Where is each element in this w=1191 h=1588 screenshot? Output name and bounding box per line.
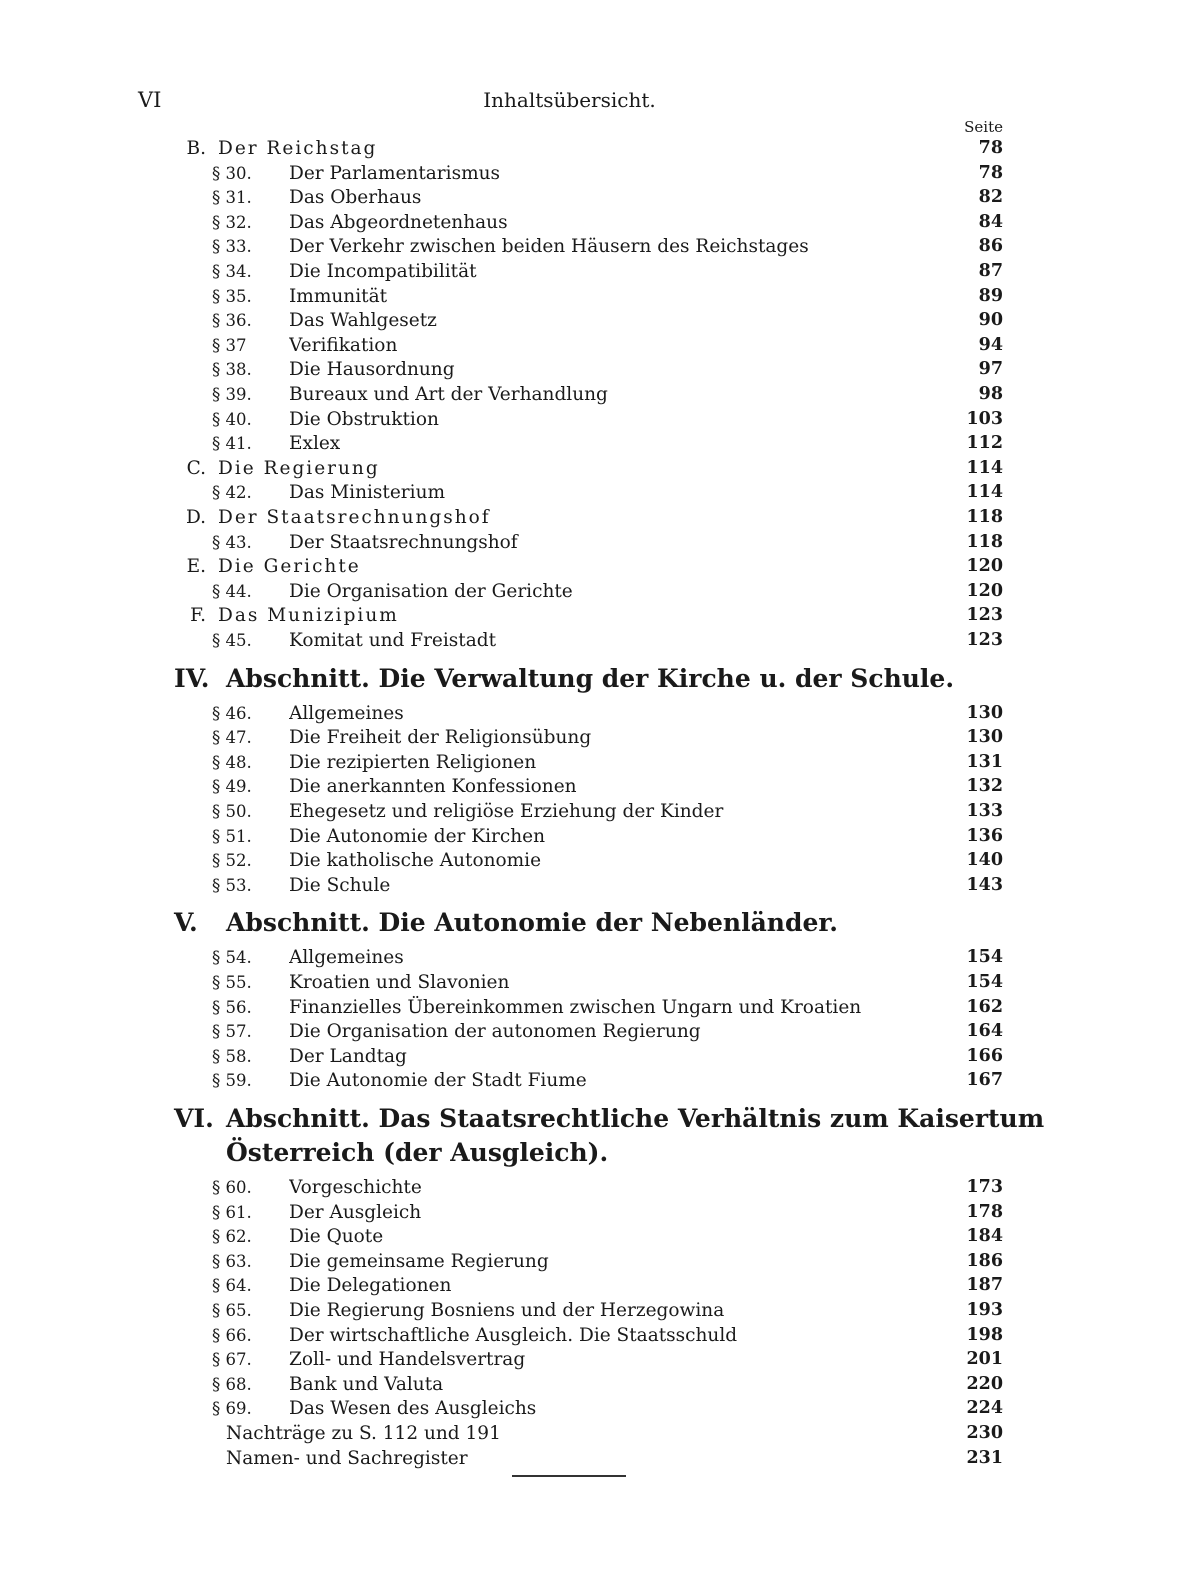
entry-page: 173 <box>966 1177 1003 1197</box>
entry-number: § 32. <box>212 212 252 232</box>
entry-title-text: Ehegesetz und religiöse Erziehung der Kinder <box>289 801 729 822</box>
entry-title <box>218 603 948 628</box>
toc-subsection-row <box>0 603 1191 628</box>
entry-title-text: Bureaux und Art der Verhandlung <box>289 384 614 405</box>
entry-title <box>218 456 948 481</box>
entry-page: 114 <box>966 482 1003 503</box>
entry-title <box>218 505 948 530</box>
entry-page: 164 <box>966 1021 1003 1042</box>
entry-page: 187 <box>966 1275 1003 1296</box>
toc-row <box>0 1347 1191 1372</box>
entry-page: 97 <box>978 359 1003 380</box>
entry-number: § 57. <box>212 1022 252 1042</box>
entry-title-text: Exlex <box>289 433 346 454</box>
entry-page: 201 <box>966 1349 1003 1370</box>
entry-number: § 54. <box>212 948 252 968</box>
entry-number: § 41. <box>212 434 252 454</box>
toc-row <box>0 1273 1191 1298</box>
entry-title <box>289 407 948 432</box>
toc-subsection-row <box>0 136 1191 161</box>
section-title: Abschnitt. Die Verwaltung der Kirche u. der Schule. <box>226 663 955 693</box>
entry-number: § 36. <box>212 311 252 331</box>
entry-title-text: Der Staatsrechnungshof <box>289 532 524 553</box>
entry-title-text: Der wirtschaftliche Ausgleich. Die Staatsschuld <box>289 1325 743 1346</box>
section-heading <box>174 663 954 695</box>
entry-title <box>289 161 948 186</box>
entry-page: 231 <box>966 1447 1003 1468</box>
toc-row <box>0 701 1191 726</box>
entry-title <box>289 628 948 653</box>
entry-page: 184 <box>966 1226 1003 1247</box>
closing-rule <box>512 1475 626 1477</box>
toc-subsection-row <box>0 554 1191 579</box>
entry-title <box>289 308 948 333</box>
entry-number: § 49. <box>212 777 252 797</box>
entry-number: § 45. <box>212 631 252 650</box>
entry-title-text: Das Oberhaus <box>289 187 427 208</box>
toc-row <box>0 530 1191 555</box>
entry-page: 162 <box>966 996 1003 1017</box>
entry-page: 224 <box>966 1398 1003 1419</box>
entry-title-text: Vorgeschichte <box>289 1177 428 1198</box>
entry-title <box>289 995 948 1020</box>
entry-title-text: Die Obstruktion <box>289 409 445 430</box>
entry-title <box>289 945 948 970</box>
entry-title <box>289 530 948 555</box>
entry-number: § 39. <box>212 385 252 404</box>
entry-title <box>289 1019 948 1044</box>
toc-row <box>0 995 1191 1020</box>
entry-title-text: Die Organisation der Gerichte <box>289 581 579 602</box>
entry-number: § 38. <box>212 360 252 380</box>
entry-title-text: Das Ministerium <box>289 482 451 503</box>
toc-row <box>0 234 1191 259</box>
entry-title-text: Immunität <box>289 286 393 307</box>
entry-page: 89 <box>978 285 1003 306</box>
entry-title-text: Die Organisation der autonomen Regierung <box>289 1021 707 1042</box>
section-heading <box>174 907 838 939</box>
entry-number: C. <box>186 457 206 479</box>
entry-number: § 69. <box>212 1399 252 1419</box>
entry-page: 167 <box>966 1070 1003 1091</box>
toc-row <box>0 873 1191 898</box>
entry-title-text: Die Autonomie der Kirchen <box>289 826 551 847</box>
toc-row <box>0 970 1191 995</box>
entry-number: § 35. <box>212 286 252 306</box>
entry-title-text: Der Ausgleich <box>289 1202 427 1223</box>
entry-title <box>289 1323 948 1348</box>
entry-number: § 55. <box>212 973 252 992</box>
entry-number: § 37 <box>212 335 247 355</box>
toc-row <box>0 1446 1191 1471</box>
toc-row <box>0 1200 1191 1225</box>
toc-row <box>0 628 1191 653</box>
entry-number: § 64. <box>212 1276 252 1296</box>
entry-page: 82 <box>978 187 1003 208</box>
entry-title-text: Komitat und Freistadt <box>289 630 502 651</box>
entry-number: § 63. <box>212 1251 252 1271</box>
entry-page: 90 <box>978 310 1003 331</box>
toc-row <box>0 579 1191 604</box>
entry-number: § 34. <box>212 262 252 281</box>
toc-row <box>0 1044 1191 1069</box>
entry-page: 154 <box>966 972 1003 992</box>
entry-page: 87 <box>978 261 1003 281</box>
toc-row <box>0 284 1191 309</box>
entry-title <box>226 1421 948 1446</box>
entry-title <box>289 1224 948 1249</box>
toc-row <box>0 480 1191 505</box>
toc-row <box>0 1224 1191 1249</box>
entry-page: 114 <box>966 457 1003 478</box>
section-title: Abschnitt. Das Staatsrechtliche Verhältnis zum Kaisertum <box>226 1104 1045 1133</box>
entry-number: D. <box>185 507 206 528</box>
toc-row <box>0 945 1191 970</box>
entry-number: § 56. <box>212 997 252 1017</box>
entry-number: E. <box>186 556 206 578</box>
entry-page: 112 <box>966 433 1003 454</box>
toc-row <box>0 357 1191 382</box>
entry-page: 154 <box>966 947 1003 968</box>
toc-row <box>0 161 1191 186</box>
entry-title <box>289 185 948 210</box>
toc-row <box>0 259 1191 284</box>
entry-title-text: Der Parlamentarismus <box>289 163 506 184</box>
entry-page: 120 <box>966 556 1003 577</box>
entry-title-text: Die Regierung Bosniens und der Herzegowina <box>289 1300 730 1321</box>
entry-title <box>289 1298 948 1323</box>
toc-row <box>0 1323 1191 1348</box>
entry-number: B. <box>186 138 206 159</box>
entry-title <box>289 284 948 309</box>
entry-title-text: Das Wesen des Ausgleichs <box>289 1398 542 1419</box>
entry-title <box>289 579 948 604</box>
entry-page: 198 <box>966 1324 1003 1345</box>
toc-row <box>0 848 1191 873</box>
entry-title <box>289 701 948 726</box>
entry-title <box>289 1372 948 1397</box>
entry-title <box>289 234 948 259</box>
entry-title-text: Die rezipierten Religionen <box>289 752 542 773</box>
toc-row <box>0 407 1191 432</box>
entry-title-text: Die Gerichte <box>218 556 367 577</box>
entry-title <box>289 774 948 799</box>
entry-title-text: Der Staatsrechnungshof <box>218 507 497 528</box>
entry-number: F. <box>190 605 206 627</box>
entry-page: 130 <box>966 727 1003 748</box>
entry-number: § 50. <box>212 802 252 821</box>
page-header <box>132 88 1007 118</box>
entry-page: 132 <box>966 776 1003 797</box>
entry-page: 143 <box>966 874 1003 895</box>
toc-row <box>0 1298 1191 1323</box>
entry-number: § 46. <box>212 703 252 723</box>
entry-title-text: Der Verkehr zwischen beiden Häusern des Reichstages <box>289 236 815 257</box>
entry-title-text: Die Freiheit der Religionsübung <box>289 727 597 748</box>
toc-row <box>0 725 1191 750</box>
entry-title-text: Allgemeines <box>289 703 410 724</box>
entry-number: § 66. <box>212 1325 252 1345</box>
toc-row <box>0 431 1191 456</box>
entry-title-text: Bank und Valuta <box>289 1374 449 1395</box>
entry-page: 86 <box>978 236 1003 257</box>
entry-title <box>218 554 948 579</box>
entry-number: § 44. <box>212 581 252 601</box>
entry-page: 230 <box>966 1423 1003 1443</box>
entry-title-text: Der Reichstag <box>218 138 383 159</box>
toc-row <box>0 799 1191 824</box>
entry-title-text: Nachträge zu S. 112 und 191 <box>226 1423 507 1444</box>
section-heading <box>174 1103 1044 1135</box>
entry-page: 220 <box>966 1373 1003 1394</box>
entry-title-text: Die gemeinsame Regierung <box>289 1251 555 1272</box>
entry-page: 120 <box>966 580 1003 601</box>
entry-number: § 31. <box>212 188 252 208</box>
entry-page: 118 <box>966 507 1003 527</box>
entry-number: § 52. <box>212 851 252 871</box>
toc-row <box>0 210 1191 235</box>
entry-title <box>289 873 948 898</box>
entry-page: 123 <box>966 605 1003 626</box>
entry-number: § 47. <box>212 728 252 748</box>
page-number: VI <box>138 88 162 112</box>
entry-number: § 65. <box>212 1301 252 1320</box>
entry-title <box>289 1396 948 1421</box>
entry-title-text: Die Delegationen <box>289 1275 457 1296</box>
entry-number: § 60. <box>212 1178 252 1197</box>
running-title: Inhaltsübersicht. <box>483 88 656 112</box>
entry-title <box>289 1249 948 1274</box>
entry-number: § 51. <box>212 826 252 846</box>
toc-row <box>0 1372 1191 1397</box>
entry-number: § 30. <box>212 163 252 183</box>
entry-page: 140 <box>966 850 1003 871</box>
entry-number: § 62. <box>212 1227 252 1247</box>
entry-title-text: Verifikation <box>289 335 403 356</box>
toc-row <box>0 333 1191 358</box>
entry-title-text: Das Wahlgesetz <box>289 310 443 331</box>
toc-row <box>0 824 1191 849</box>
toc-subsection-row <box>0 456 1191 481</box>
entry-title <box>289 725 948 750</box>
entry-title <box>218 136 948 161</box>
entry-title-text: Die Quote <box>289 1226 389 1247</box>
entry-number: § 67. <box>212 1350 252 1370</box>
toc-row <box>0 308 1191 333</box>
entry-title-text: Das Abgeordnetenhaus <box>289 212 514 233</box>
entry-number: § 33. <box>212 237 252 257</box>
entry-page: 98 <box>978 384 1003 404</box>
section-number: V. <box>174 908 198 938</box>
entry-title <box>289 824 948 849</box>
entry-page: 84 <box>978 211 1003 232</box>
entry-title <box>289 799 948 824</box>
toc-row <box>0 185 1191 210</box>
entry-title-text: Die Regierung <box>218 458 386 479</box>
entry-title-text: Finanzielles Übereinkommen zwischen Ungarn und Kroatien <box>289 997 867 1018</box>
entry-title <box>289 1273 948 1298</box>
entry-title-text: Die Incompatibilität <box>289 261 483 282</box>
toc-row <box>0 1421 1191 1446</box>
entry-page: 94 <box>978 334 1003 355</box>
toc-row <box>0 1249 1191 1274</box>
entry-title <box>289 1044 948 1069</box>
entry-title <box>289 750 948 775</box>
section-heading <box>226 1137 608 1169</box>
entry-page: 133 <box>966 801 1003 821</box>
entry-title <box>289 431 948 456</box>
entry-title <box>226 1446 948 1471</box>
entry-title-text: Die katholische Autonomie <box>289 850 547 871</box>
entry-page: 130 <box>966 702 1003 723</box>
entry-title-text: Der Landtag <box>289 1046 413 1067</box>
entry-title <box>289 970 948 995</box>
entry-title <box>289 333 948 358</box>
entry-title <box>289 480 948 505</box>
entry-title-text: Die anerkannten Konfessionen <box>289 776 583 797</box>
toc-row <box>0 750 1191 775</box>
entry-page: 136 <box>966 825 1003 846</box>
toc-row <box>0 1175 1191 1200</box>
entry-number: § 68. <box>212 1374 252 1394</box>
toc-row <box>0 1068 1191 1093</box>
entry-title-text: Zoll- und Handelsvertrag <box>289 1349 531 1370</box>
entry-title <box>289 1347 948 1372</box>
entry-number: § 43. <box>212 532 252 552</box>
entry-title <box>289 848 948 873</box>
toc-row <box>0 382 1191 407</box>
entry-page: 123 <box>966 630 1003 650</box>
toc-row <box>0 774 1191 799</box>
entry-page: 166 <box>966 1045 1003 1066</box>
toc-row <box>0 1019 1191 1044</box>
seite-label: Seite <box>964 118 1003 136</box>
section-number: VI. <box>174 1104 214 1133</box>
entry-title-text: Die Hausordnung <box>289 359 461 380</box>
entry-page: 178 <box>966 1201 1003 1222</box>
entry-page: 103 <box>966 408 1003 429</box>
entry-page: 78 <box>978 138 1003 158</box>
entry-page: 131 <box>966 751 1003 772</box>
entry-page: 186 <box>966 1250 1003 1271</box>
entry-title-text: Die Autonomie der Stadt Fiume <box>289 1070 593 1091</box>
entry-page: 118 <box>966 531 1003 552</box>
entry-number: § 42. <box>212 483 252 503</box>
entry-number: § 48. <box>212 752 252 772</box>
entry-number: § 58. <box>212 1046 252 1066</box>
entry-number: § 61. <box>212 1202 252 1222</box>
entry-title <box>289 1068 948 1093</box>
toc-row <box>0 1396 1191 1421</box>
section-number: IV. <box>174 663 210 693</box>
entry-title-text: Namen- und Sachregister <box>226 1448 474 1469</box>
entry-number: § 53. <box>212 875 252 895</box>
entry-number: § 40. <box>212 409 252 429</box>
section-title: Abschnitt. Die Autonomie der Nebenländer. <box>226 908 838 938</box>
entry-title <box>289 382 948 407</box>
entry-title-text: Das Munizipium <box>218 605 405 626</box>
section-title: Österreich (der Ausgleich). <box>226 1138 609 1167</box>
entry-title-text: Die Schule <box>289 875 396 896</box>
entry-title <box>289 210 948 235</box>
entry-number: § 59. <box>212 1071 252 1091</box>
entry-page: 193 <box>966 1300 1003 1320</box>
entry-title <box>289 1200 948 1225</box>
entry-title <box>289 259 948 284</box>
entry-title <box>289 357 948 382</box>
entry-page: 78 <box>978 162 1003 183</box>
entry-title-text: Kroatien und Slavonien <box>289 972 515 993</box>
entry-title <box>289 1175 948 1200</box>
entry-title-text: Allgemeines <box>289 947 410 968</box>
toc-subsection-row <box>0 505 1191 530</box>
